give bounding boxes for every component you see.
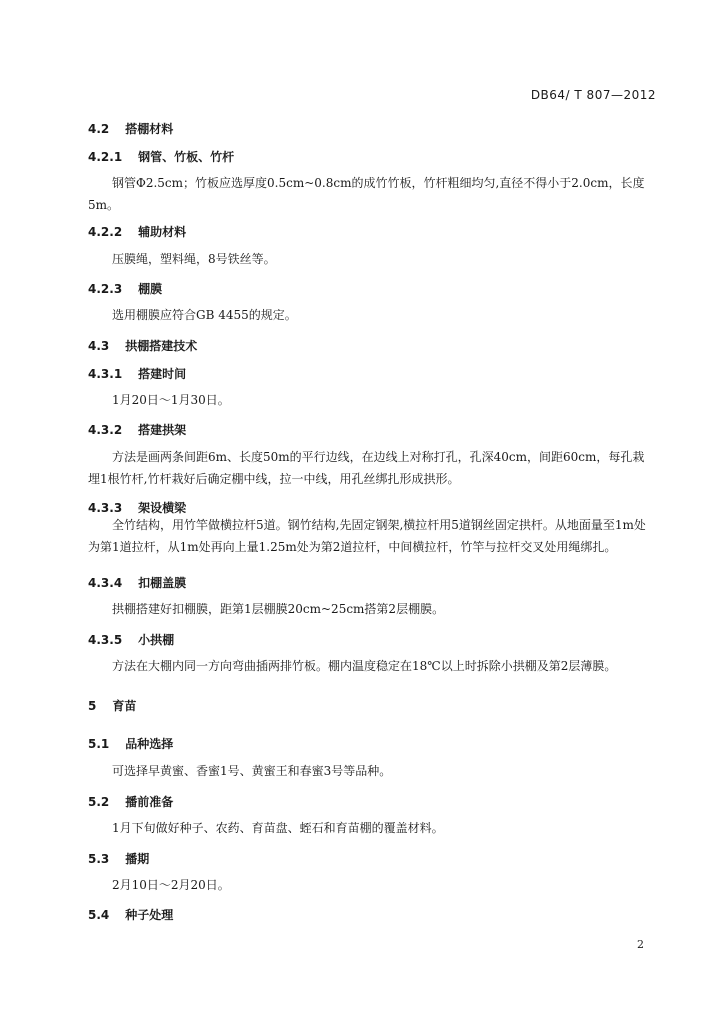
section-title: 架设横梁 (138, 501, 187, 515)
section-title: 品种选择 (125, 737, 174, 751)
paragraph: 拱棚搭建好扣棚膜，距第1层棚膜20cm~25cm搭第2层棚膜。 (112, 602, 445, 616)
section-number: 4.2 (88, 122, 110, 136)
section-number: 4.3.4 (88, 576, 123, 590)
paragraph: 1月下旬做好种子、农药、育苗盘、蛭石和育苗棚的覆盖材料。 (112, 821, 444, 835)
section-title: 搭建时间 (138, 367, 187, 381)
section-title: 育苗 (112, 699, 137, 713)
document-code: DB64/ T 807—2012 (530, 88, 656, 102)
section-heading (88, 574, 186, 591)
section-heading (88, 337, 197, 354)
section-heading (88, 631, 174, 648)
section-title: 播期 (125, 852, 150, 866)
section-number: 4.2.3 (88, 282, 123, 296)
section-heading (88, 421, 186, 438)
section-heading (88, 148, 234, 165)
section-heading (88, 280, 162, 297)
paragraph: 1月20日～1月30日。 (112, 393, 230, 407)
section-heading (88, 697, 136, 714)
section-title: 钢管、竹板、竹杆 (138, 150, 235, 164)
section-number: 5 (88, 699, 97, 713)
section-number: 4.2.2 (88, 225, 123, 239)
section-number: 4.3.1 (88, 367, 123, 381)
paragraph: 选用棚膜应符合GB 4455的规定。 (112, 308, 297, 322)
section-title: 小拱棚 (138, 633, 175, 647)
section-heading (88, 223, 186, 240)
section-number: 5.4 (88, 908, 110, 922)
section-title: 扣棚盖膜 (138, 576, 187, 590)
paragraph: 全竹结构，用竹竿做横拉杆5道。钢竹结构,先固定钢架,横拉杆用5道钢丝固定拱杆。从地面量至1m处为第1道拉杆，从1m处再向上量1.25m处为第2道拉杆，中间横拉杆，竹竿与拉杆交叉处用绳绑扎。 (88, 518, 646, 554)
section-title: 棚膜 (138, 282, 163, 296)
section-title: 搭建拱架 (138, 423, 187, 437)
section-number: 4.3.5 (88, 633, 123, 647)
section-title: 辅助材料 (138, 225, 187, 239)
paragraph: 方法在大棚内同一方向弯曲插两排竹板。棚内温度稳定在18℃以上时拆除小拱棚及第2层薄膜。 (112, 659, 617, 673)
section-heading (88, 120, 173, 137)
section-number: 4.2.1 (88, 150, 123, 164)
section-number: 4.3.2 (88, 423, 123, 437)
paragraph: 可选择早黄蜜、香蜜1号、黄蜜王和春蜜3号等品种。 (112, 764, 392, 778)
section-heading (88, 906, 173, 923)
section-number: 5.3 (88, 852, 110, 866)
paragraph: 2月10日～2月20日。 (112, 878, 230, 892)
section-heading (88, 793, 173, 810)
section-title: 拱棚搭建技术 (125, 339, 198, 353)
page-number: 2 (637, 938, 644, 951)
section-heading (88, 365, 186, 382)
section-title: 种子处理 (125, 908, 174, 922)
section-number: 4.3 (88, 339, 110, 353)
section-title: 搭棚材料 (125, 122, 174, 136)
section-number: 4.3.3 (88, 501, 123, 515)
section-number: 5.2 (88, 795, 110, 809)
section-number: 5.1 (88, 737, 110, 751)
paragraph: 压膜绳，塑料绳，8号铁丝等。 (112, 252, 276, 266)
section-heading (88, 735, 173, 752)
section-title: 播前准备 (125, 795, 174, 809)
paragraph: 方法是画两条间距6m、长度50m的平行边线，在边线上对称打孔，孔深40cm，间距60cm，每孔栽埋1根竹杆,竹杆栽好后确定棚中线，拉一中线，用孔丝绑扎形成拱形。 (88, 450, 645, 486)
paragraph: 钢管Φ2.5cm；竹板应选厚度0.5cm~0.8cm的成竹竹板，竹杆粗细均匀,直径不得小于2.0cm，长度5m。 (88, 176, 645, 212)
section-heading (88, 850, 149, 867)
